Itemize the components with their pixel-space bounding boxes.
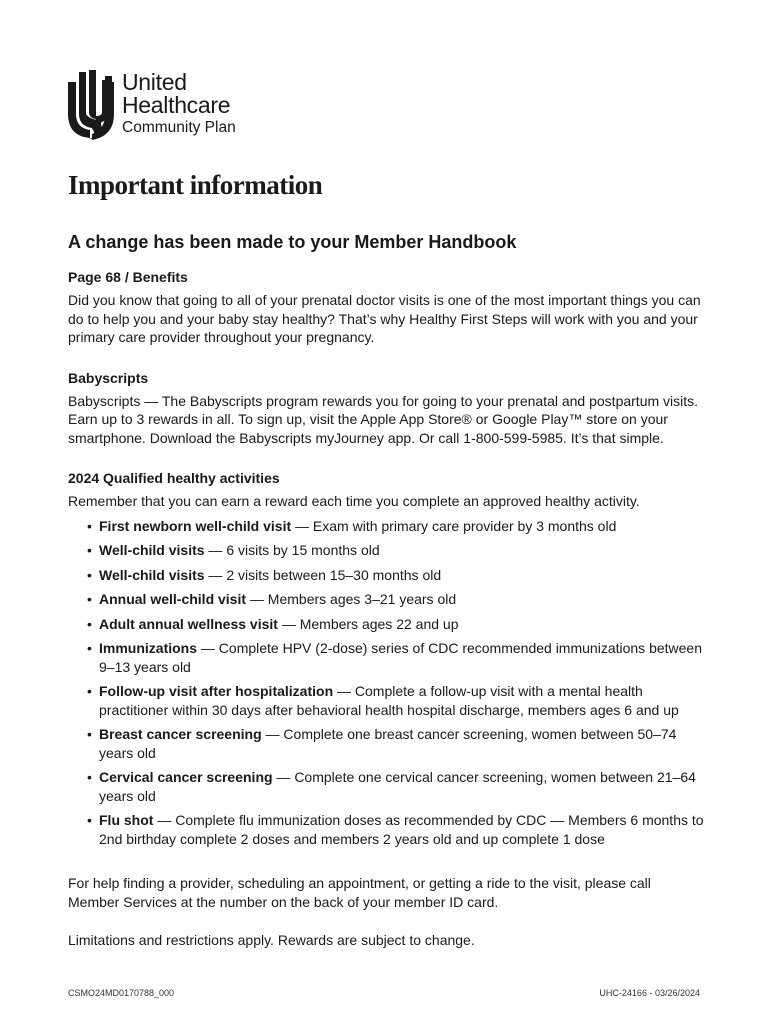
logo-wordmark [122,71,236,138]
list-item [68,811,704,848]
activity-label: Well-child visits [99,542,205,558]
page-title: Important information [68,170,323,200]
section-healthy-activities [68,469,704,848]
bullet: • [87,591,92,607]
activity-label: Well-child visits [99,566,205,583]
section-heading-benefits: Page 68 / Benefits [68,269,188,285]
activities-list [68,517,704,849]
logo-line-community-plan: Community Plan [122,119,236,136]
activity-text: — Complete flu immunization doses as recommended by CDC — Members 6 months to 2nd birthday complete 2 doses and members 2 years old and up complete 1 dose [99,812,704,847]
bullet: • [87,726,92,742]
activity-label: First newborn well-child visit [99,517,292,534]
page-subtitle: A change has been made to your Member Handbook [68,232,517,252]
activity-label: Immunizations [99,640,198,656]
list-item [68,725,704,762]
paragraph-limitations: Limitations and restrictions apply. Rewards are subject to change. [68,932,475,948]
list-item [68,517,704,536]
logo-line-healthcare: Healthcare [122,92,231,118]
list-item [68,682,704,719]
bullet: • [87,542,92,558]
activity-label: Follow-up visit after hospitalization [99,683,334,699]
list-item [68,541,704,560]
logo-line-united: United [122,69,187,95]
list-item [68,590,704,609]
bullet: • [87,566,92,583]
section-benefits [68,268,704,347]
activity-label: Breast cancer screening [99,726,262,742]
unitedhealthcare-logo [68,68,236,140]
activity-text: — Members ages 3–21 years old [246,591,457,607]
activity-text: — Complete HPV (2-dose) series of CDC recommended immunizations between 9–13 years old [99,640,702,675]
activity-text: — 2 visits between 15–30 months old [204,566,442,583]
paragraph-activities-intro: Remember that you can earn a reward each time you complete an approved healthy activity. [68,493,640,509]
paragraph-help: For help finding a provider, scheduling an appointment, or getting a ride to the visit, please call Member Services at the number on the back of your member ID card. [68,875,651,910]
section-heading-activities: 2024 Qualified healthy activities [68,470,280,486]
activity-text: — Exam with primary care provider by 3 months old [291,517,617,534]
bullet: • [87,812,92,828]
section-heading-babyscripts: Babyscripts [68,369,149,386]
activity-label: Adult annual wellness visit [99,615,278,632]
footer-document-code: CSMO24MD0170788_000 [68,988,175,998]
bullet: • [87,769,92,785]
activity-label: Cervical cancer screening [99,769,273,785]
activity-text: — Members ages 22 and up [277,615,459,632]
list-item [68,639,704,676]
activity-text: — Complete one breast cancer screening, women between 50–74 years old [99,726,677,761]
uhc-u-mark-icon [68,68,116,140]
footer-revision-code: UHC-24166 - 03/26/2024 [599,988,700,998]
bullet: • [87,640,92,656]
bullet: • [87,615,92,632]
list-item [68,566,704,585]
bullet: • [87,517,92,534]
activity-text: — Complete one cervical cancer screening, women between 21–64 years old [99,769,696,804]
list-item [68,615,704,634]
activity-label: Flu shot [99,812,154,828]
activity-text: — 6 visits by 15 months old [204,542,380,558]
bullet: • [87,683,92,699]
paragraph-babyscripts: Babyscripts — The Babyscripts program rewards you for going to your prenatal and postpartum visits. Earn up to 3 rewards in all. To sign up, visit the Apple App Store® or Google Play™ store on your smartphone. Download the Babyscripts myJourney app. Or call 1-800-599-5985. It’s that simple. [68,392,699,446]
section-babyscripts [68,369,704,448]
activity-text: — Complete a follow-up visit with a mental health practitioner within 30 days after behavioral health hospital discharge, members ages 6 and up [99,683,679,718]
activity-label: Annual well-child visit [99,591,247,607]
list-item [68,768,704,805]
document-body [68,230,704,950]
paragraph-benefits: Did you know that going to all of your prenatal doctor visits is one of the most important things you can do to help you and your baby stay healthy? That’s why Healthy First Steps will work with you and your primary care provider throughout your pregnancy. [68,292,701,345]
